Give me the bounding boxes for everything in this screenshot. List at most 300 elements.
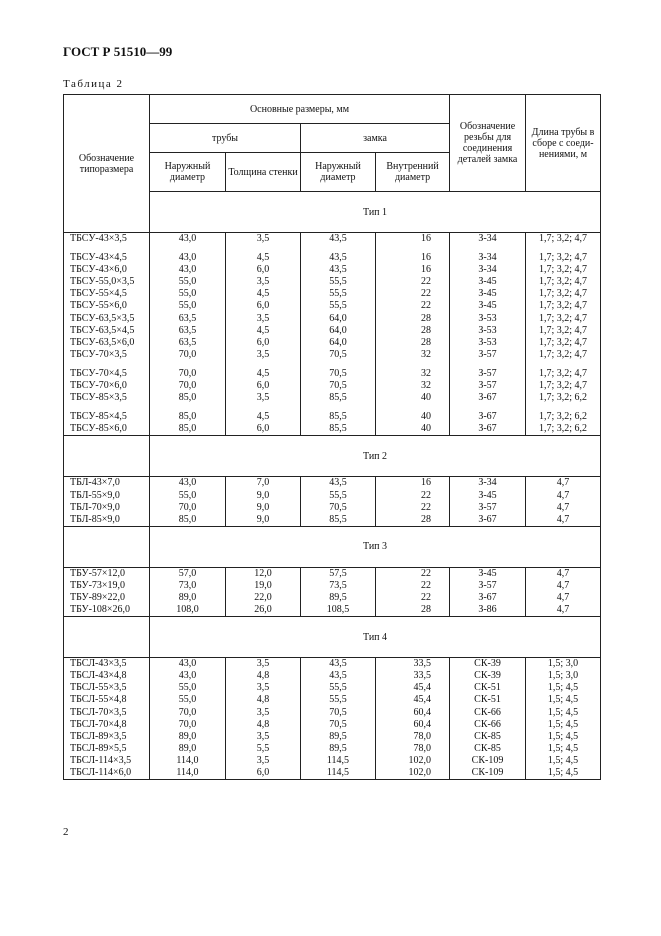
- table-cell: 1,5; 4,5: [547, 754, 579, 766]
- table-cell: СК-85: [474, 742, 501, 754]
- table-cell: 78,0: [413, 730, 432, 742]
- table-cell: 4,7: [556, 567, 570, 579]
- table-cell: 32: [421, 380, 432, 392]
- table-cell: 4,7: [556, 591, 570, 603]
- table-cell: 1,7; 3,2; 4,7: [538, 367, 588, 379]
- row-gap: [450, 361, 525, 368]
- column-length: [526, 567, 601, 616]
- table-cell: 4,5: [256, 324, 270, 336]
- row-gap: [70, 361, 149, 368]
- table-cell: 108,5: [326, 604, 350, 616]
- table-cell: З-57: [478, 380, 497, 392]
- table-cell: З-45: [478, 288, 497, 300]
- table-cell: З-67: [478, 423, 497, 435]
- table-cell: СК-66: [474, 706, 501, 718]
- table-cell: 89,5: [329, 730, 347, 742]
- table-cell: 3,5: [256, 392, 270, 404]
- section-title: Тип 2: [150, 436, 601, 477]
- table-cell: ТБСУ-85×4,5: [70, 411, 127, 423]
- table-cell: 43,0: [178, 658, 197, 670]
- column-lock-outer: [301, 567, 376, 616]
- table-cell: ТБУ-89×22,0: [70, 591, 126, 603]
- table-cell: 1,5; 4,5: [547, 682, 579, 694]
- section-title: Тип 4: [150, 617, 601, 658]
- table-cell: З-67: [478, 591, 497, 603]
- col-lock-header: замка: [301, 124, 450, 153]
- table-cell: ТБСЛ-43×4,8: [70, 670, 127, 682]
- column-length: [526, 477, 601, 526]
- table-cell: ТБСЛ-89×3,5: [70, 730, 127, 742]
- section-data-row: [64, 658, 601, 780]
- table-cell: ТБСУ-43×6,0: [70, 264, 127, 276]
- section-title-spacer: [64, 526, 150, 567]
- table-cell: 28: [421, 604, 432, 616]
- row-gap: [226, 245, 300, 252]
- table-cell: 70,0: [178, 367, 197, 379]
- row-gap: [226, 404, 300, 411]
- row-gap: [150, 404, 225, 411]
- table-cell: 6,0: [256, 767, 270, 778]
- table-cell: 63,5: [178, 324, 197, 336]
- table-cell: СК-39: [474, 658, 501, 670]
- col-outer-diameter-header: Наружный диаметр: [150, 153, 226, 192]
- table-cell: 3,5: [256, 312, 270, 324]
- table-cell: ТБСУ-55×6,0: [70, 300, 127, 312]
- column-lock-inner: [376, 567, 450, 616]
- table-cell: ТБСУ-70×4,5: [70, 367, 127, 379]
- table-cell: 1,7; 3,2; 4,7: [538, 233, 588, 244]
- column-wall-thickness: [226, 477, 301, 526]
- table-cell: 1,5; 4,5: [547, 730, 579, 742]
- table-cell: 1,7; 3,2; 6,2: [538, 411, 588, 423]
- table-cell: 78,0: [413, 742, 432, 754]
- table-cell: 55,0: [178, 489, 197, 501]
- row-gap: [376, 245, 431, 252]
- table-cell: 4,8: [256, 670, 270, 682]
- table-cell: 55,5: [329, 682, 347, 694]
- table-cell: 4,5: [256, 252, 270, 264]
- table-cell: З-45: [478, 300, 497, 312]
- table-cell: 57,5: [329, 567, 347, 579]
- section-title-spacer: [64, 617, 150, 658]
- table-cell: З-45: [478, 567, 497, 579]
- table-cell: 3,5: [256, 233, 270, 244]
- table-cell: 1,7; 3,2; 4,7: [538, 336, 588, 348]
- table-cell: 70,5: [329, 348, 347, 360]
- table-cell: 55,0: [178, 682, 197, 694]
- table-cell: 4,7: [556, 513, 570, 525]
- column-outer-diameter: [150, 658, 226, 780]
- table-cell: 16: [421, 477, 432, 489]
- table-cell: 1,7; 3,2; 4,7: [538, 252, 588, 264]
- table-cell: ТБЛ-43×7,0: [70, 477, 120, 489]
- table-cell: 43,0: [178, 670, 197, 682]
- table-cell: 3,5: [256, 682, 270, 694]
- table-cell: 6,0: [256, 380, 270, 392]
- column-wall-thickness: [226, 567, 301, 616]
- table-cell: 70,0: [178, 380, 197, 392]
- col-lock-outer-header: Наружный диаметр: [301, 153, 376, 192]
- table-cell: ТБСУ-70×6,0: [70, 380, 127, 392]
- table-cell: ТБСЛ-55×3,5: [70, 682, 127, 694]
- table-cell: 57,0: [178, 567, 197, 579]
- table-cell: 55,0: [178, 288, 197, 300]
- table-cell: 55,5: [329, 694, 347, 706]
- section-title: Тип 3: [150, 526, 601, 567]
- column-length: [526, 658, 601, 780]
- table-cell: 45,4: [413, 694, 432, 706]
- table-cell: 1,5; 4,5: [547, 694, 579, 706]
- col-designation-header: Обозначение типоразмера: [64, 95, 150, 233]
- table-cell: ТБСУ-85×3,5: [70, 392, 127, 404]
- table-cell: 70,0: [178, 706, 197, 718]
- table-cell: 108,0: [176, 604, 199, 616]
- column-designation: [64, 567, 150, 616]
- table-cell: ТБСЛ-43×3,5: [70, 658, 127, 670]
- row-gap: [301, 361, 375, 368]
- table-cell: З-67: [478, 513, 497, 525]
- table-cell: З-53: [478, 336, 497, 348]
- table-cell: 9,0: [256, 513, 270, 525]
- table-cell: 4,7: [556, 477, 570, 489]
- table-cell: 6,0: [256, 300, 270, 312]
- table-cell: 70,5: [329, 718, 347, 730]
- row-gap: [70, 245, 149, 252]
- table-cell: ТБСУ-55×4,5: [70, 288, 127, 300]
- column-lock-outer: [301, 233, 376, 436]
- row-gap: [526, 404, 600, 411]
- table-cell: 85,5: [329, 392, 347, 404]
- section-title-spacer: [64, 436, 150, 477]
- table-cell: 22: [421, 288, 432, 300]
- table-cell: 1,7; 3,2; 4,7: [538, 288, 588, 300]
- table-cell: 26,0: [254, 604, 272, 616]
- table-cell: 63,5: [178, 336, 197, 348]
- table-cell: 89,5: [329, 591, 347, 603]
- table-cell: 85,5: [329, 411, 347, 423]
- table-cell: СК-109: [471, 767, 504, 778]
- table-cell: 1,7; 3,2; 4,7: [538, 264, 588, 276]
- table-cell: 33,5: [413, 670, 432, 682]
- table-cell: 114,0: [176, 754, 199, 766]
- table-cell: 70,5: [329, 380, 347, 392]
- row-gap: [150, 245, 225, 252]
- table-cell: 1,7; 3,2; 4,7: [538, 300, 588, 312]
- table-cell: 43,5: [329, 264, 347, 276]
- table-cell: ТБСУ-70×3,5: [70, 348, 127, 360]
- row-gap: [450, 245, 525, 252]
- table-cell: 28: [421, 324, 432, 336]
- table-cell: 114,0: [176, 767, 199, 778]
- row-gap: [526, 245, 600, 252]
- table-cell: 19,0: [254, 579, 272, 591]
- table-cell: ТБСУ-63,5×4,5: [70, 324, 135, 336]
- table-cell: 55,5: [329, 300, 347, 312]
- table-cell: 1,5; 4,5: [547, 706, 579, 718]
- table-cell: 1,7; 3,2; 6,2: [538, 392, 588, 404]
- table-cell: СК-66: [474, 718, 501, 730]
- table-cell: 70,0: [178, 718, 197, 730]
- table-cell: ТБСЛ-114×3,5: [70, 754, 132, 766]
- table-cell: 89,5: [329, 742, 347, 754]
- table-cell: 3,5: [256, 706, 270, 718]
- table-cell: З-45: [478, 276, 497, 288]
- table-cell: 64,0: [329, 336, 347, 348]
- col-pipe-header: трубы: [150, 124, 301, 153]
- table-cell: З-57: [478, 501, 497, 513]
- table-cell: СК-51: [474, 682, 501, 694]
- table-cell: 16: [421, 233, 432, 244]
- table-cell: 3,5: [256, 730, 270, 742]
- table-cell: З-53: [478, 324, 497, 336]
- document-header: ГОСТ Р 51510—99: [63, 44, 173, 59]
- table-cell: 89,0: [178, 742, 197, 754]
- table-cell: 4,7: [556, 501, 570, 513]
- table-cell: 1,7; 3,2; 4,7: [538, 324, 588, 336]
- table-cell: 1,5; 3,0: [547, 670, 579, 682]
- table-cell: З-67: [478, 411, 497, 423]
- table-cell: 4,7: [556, 489, 570, 501]
- table-cell: 45,4: [413, 682, 432, 694]
- column-wall-thickness: [226, 233, 301, 436]
- col-length-header: Длина трубы в сборе с соеди-нениями, м: [526, 95, 601, 192]
- section-data-row: [64, 233, 601, 436]
- column-outer-diameter: [150, 233, 226, 436]
- table-cell: ТБСУ-63,5×6,0: [70, 336, 135, 348]
- col-wall-thickness-header: Толщина стенки: [226, 153, 301, 192]
- table-cell: ТБУ-108×26,0: [70, 604, 131, 616]
- table-cell: 28: [421, 312, 432, 324]
- table-cell: 1,7; 3,2; 6,2: [538, 423, 588, 435]
- column-designation: [64, 658, 150, 780]
- page-number: 2: [63, 826, 69, 838]
- table-cell: 22: [421, 591, 432, 603]
- column-outer-diameter: [150, 477, 226, 526]
- table-cell: 1,7; 3,2; 4,7: [538, 380, 588, 392]
- table-cell: ТБСУ-43×4,5: [70, 252, 127, 264]
- column-thread: [450, 567, 526, 616]
- table-cell: ТБЛ-70×9,0: [70, 501, 120, 513]
- column-lock-inner: [376, 233, 450, 436]
- table-cell: 22,0: [254, 591, 272, 603]
- table-cell: 43,5: [329, 670, 347, 682]
- table-cell: ТБСУ-63,5×3,5: [70, 312, 135, 324]
- table-cell: 1,7; 3,2; 4,7: [538, 312, 588, 324]
- table-cell: 1,7; 3,2; 4,7: [538, 276, 588, 288]
- table-cell: 43,0: [178, 477, 197, 489]
- table-cell: 32: [421, 348, 432, 360]
- column-thread: [450, 477, 526, 526]
- table-cell: 6,0: [256, 264, 270, 276]
- table-cell: 43,0: [178, 233, 197, 244]
- table-cell: СК-85: [474, 730, 501, 742]
- table-cell: 60,4: [413, 706, 432, 718]
- table-cell: 85,5: [329, 513, 347, 525]
- table-cell: 85,0: [178, 513, 197, 525]
- table-cell: З-57: [478, 367, 497, 379]
- table-cell: ТБСУ-85×6,0: [70, 423, 127, 435]
- table-cell: 89,0: [178, 730, 197, 742]
- table-cell: 33,5: [413, 658, 432, 670]
- table-cell: 22: [421, 501, 432, 513]
- table-cell: 55,0: [178, 300, 197, 312]
- table-cell: 9,0: [256, 489, 270, 501]
- table-cell: 43,0: [178, 264, 197, 276]
- col-main-sizes-header: Основные размеры, мм: [150, 95, 450, 124]
- column-lock-outer: [301, 658, 376, 780]
- table-cell: 70,5: [329, 501, 347, 513]
- column-outer-diameter: [150, 567, 226, 616]
- table-cell: 60,4: [413, 718, 432, 730]
- column-wall-thickness: [226, 658, 301, 780]
- table-cell: З-53: [478, 312, 497, 324]
- column-designation: [64, 233, 150, 436]
- table-cell: 9,0: [256, 501, 270, 513]
- table-cell: 32: [421, 367, 432, 379]
- table-cell: 43,0: [178, 252, 197, 264]
- table-cell: 22: [421, 300, 432, 312]
- table-cell: 3,5: [256, 276, 270, 288]
- table-cell: СК-39: [474, 670, 501, 682]
- table-cell: 22: [421, 276, 432, 288]
- table-cell: 4,8: [256, 718, 270, 730]
- table-cell: З-34: [478, 252, 497, 264]
- column-designation: [64, 477, 150, 526]
- section-data-row: [64, 477, 601, 526]
- table-cell: 28: [421, 336, 432, 348]
- table-cell: 55,0: [178, 276, 197, 288]
- table-cell: 1,7; 3,2; 4,7: [538, 348, 588, 360]
- column-thread: [450, 658, 526, 780]
- table-cell: ТБСУ-43×3,5: [70, 233, 127, 244]
- table-cell: 43,5: [329, 658, 347, 670]
- table-cell: 3,5: [256, 754, 270, 766]
- table-cell: 4,7: [556, 579, 570, 591]
- table-cell: ТБУ-57×12,0: [70, 567, 126, 579]
- table-cell: 70,0: [178, 501, 197, 513]
- table-cell: 22: [421, 567, 432, 579]
- table-cell: 64,0: [329, 312, 347, 324]
- table-cell: 55,5: [329, 489, 347, 501]
- column-lock-inner: [376, 658, 450, 780]
- col-thread-header: Обозначение резьбы для соединения деталей замка: [450, 95, 526, 192]
- table-cell: СК-51: [474, 694, 501, 706]
- table-cell: 85,0: [178, 392, 197, 404]
- row-gap: [226, 361, 300, 368]
- sizes-table: [63, 94, 601, 780]
- row-gap: [301, 245, 375, 252]
- table-cell: З-86: [478, 604, 497, 616]
- section-title: Тип 1: [150, 192, 601, 233]
- table-cell: 43,5: [329, 477, 347, 489]
- table-cell: 22: [421, 579, 432, 591]
- table-cell: ТБСЛ-70×3,5: [70, 706, 127, 718]
- table-cell: 4,5: [256, 411, 270, 423]
- table-cell: 1,5; 3,0: [547, 658, 579, 670]
- table-cell: 43,5: [329, 233, 347, 244]
- table-cell: 85,5: [329, 423, 347, 435]
- col-lock-inner-header: Внутренний диаметр: [376, 153, 450, 192]
- table-cell: 1,5; 4,5: [547, 767, 579, 778]
- table-cell: 89,0: [178, 591, 197, 603]
- table-cell: 114,5: [326, 767, 350, 778]
- table-cell: ТБСЛ-55×4,8: [70, 694, 127, 706]
- row-gap: [150, 361, 225, 368]
- table-cell: 4,7: [556, 604, 570, 616]
- table-cell: 12,0: [254, 567, 272, 579]
- column-length: [526, 233, 601, 436]
- table-cell: З-34: [478, 477, 497, 489]
- table-cell: ТБСУ-55,0×3,5: [70, 276, 135, 288]
- table-cell: 102,0: [408, 767, 432, 778]
- table-caption: Таблица 2: [63, 78, 124, 90]
- table-cell: 102,0: [408, 754, 432, 766]
- table-cell: 114,5: [326, 754, 350, 766]
- row-gap: [526, 361, 600, 368]
- column-thread: [450, 233, 526, 436]
- column-lock-outer: [301, 477, 376, 526]
- row-gap: [450, 404, 525, 411]
- row-gap: [70, 404, 149, 411]
- table-cell: 22: [421, 489, 432, 501]
- table-cell: 40: [421, 423, 432, 435]
- table-cell: 1,5; 4,5: [547, 742, 579, 754]
- table-cell: 4,5: [256, 367, 270, 379]
- table-cell: 73,0: [178, 579, 197, 591]
- table-cell: 4,5: [256, 288, 270, 300]
- table-cell: 16: [421, 252, 432, 264]
- table-cell: ТБЛ-85×9,0: [70, 513, 120, 525]
- table-cell: З-34: [478, 233, 497, 244]
- table-cell: 85,0: [178, 411, 197, 423]
- table-cell: ТБЛ-55×9,0: [70, 489, 120, 501]
- table-cell: З-45: [478, 489, 497, 501]
- table-cell: З-57: [478, 579, 497, 591]
- table-cell: 40: [421, 411, 432, 423]
- table-cell: З-67: [478, 392, 497, 404]
- table-cell: 16: [421, 264, 432, 276]
- table-cell: 64,0: [329, 324, 347, 336]
- table-cell: 4,8: [256, 694, 270, 706]
- table-cell: 70,0: [178, 348, 197, 360]
- table-cell: 6,0: [256, 336, 270, 348]
- table-cell: 70,5: [329, 367, 347, 379]
- table-cell: З-34: [478, 264, 497, 276]
- table-cell: З-57: [478, 348, 497, 360]
- table-cell: 55,0: [178, 694, 197, 706]
- table-cell: ТБСЛ-114×6,0: [70, 767, 132, 778]
- section-data-row: [64, 567, 601, 616]
- row-gap: [376, 361, 431, 368]
- table-cell: 85,0: [178, 423, 197, 435]
- row-gap: [376, 404, 431, 411]
- table-cell: ТБСЛ-70×4,8: [70, 718, 127, 730]
- table-cell: 55,5: [329, 288, 347, 300]
- table-cell: 73,5: [329, 579, 347, 591]
- table-cell: 63,5: [178, 312, 197, 324]
- table-cell: 5,5: [256, 742, 270, 754]
- row-gap: [301, 404, 375, 411]
- table-cell: 1,5; 4,5: [547, 718, 579, 730]
- table-cell: ТБСЛ-89×5,5: [70, 742, 127, 754]
- table-cell: 7,0: [256, 477, 270, 489]
- table-cell: СК-109: [471, 754, 504, 766]
- table-cell: 3,5: [256, 348, 270, 360]
- table-cell: 28: [421, 513, 432, 525]
- table-cell: 70,5: [329, 706, 347, 718]
- table-cell: 55,5: [329, 276, 347, 288]
- table-cell: 6,0: [256, 423, 270, 435]
